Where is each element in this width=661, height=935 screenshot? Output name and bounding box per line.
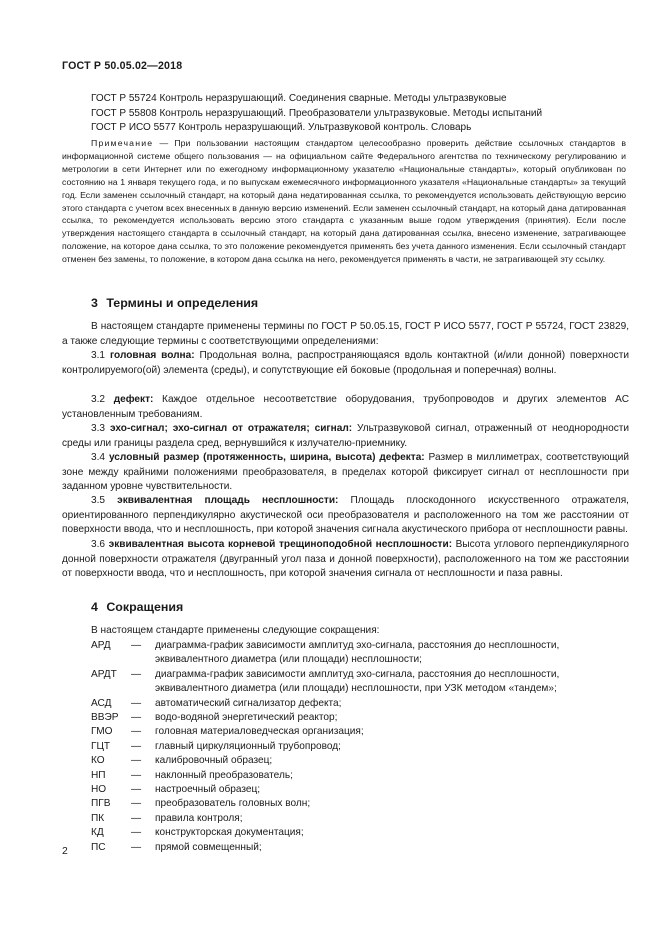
section-3-intro: В настоящем стандарте применены термины по ГОСТ Р 50.05.15, ГОСТ Р ИСО 5577, ГОСТ Р 55724, ГОСТ 23829, а также следующие термины с соответствующими определениями:	[62, 321, 629, 347]
term-name: эквивалентная высота корневой трещиноподобной несплошности:	[108, 539, 453, 550]
abbreviation: ПК	[91, 812, 105, 824]
abbreviation-row	[91, 754, 631, 768]
term-number: 3.2	[91, 394, 106, 405]
abbreviation-meaning: автоматический сигнализатор дефекта;	[155, 697, 342, 709]
term-name: эквивалентная площадь несплошности:	[117, 495, 339, 506]
abbreviation-meaning: конструкторская документация;	[155, 827, 304, 839]
term-name: условный размер (протяженность, ширина, высота) дефекта:	[108, 452, 425, 463]
term-3-2	[62, 393, 629, 422]
abbreviation-meaning: головная материаловедческая организация;	[155, 726, 364, 738]
abbreviation-meaning: правила контроля;	[155, 812, 243, 824]
abbreviation: НО	[91, 784, 107, 796]
term-name: эхо-сигнал; эхо-сигнал от отражателя; сигнал:	[109, 423, 353, 434]
term-3-3	[62, 422, 629, 451]
abbreviation-meaning: диаграмма-график зависимости амплитуд эхо-сигнала, расстояния до несплошности, эквивалентного диаметра (или площади) несплошности, при УЗК методом «тандем»;	[155, 668, 560, 695]
abbreviation-row	[91, 740, 631, 754]
abbreviation-meaning: диаграмма-график зависимости амплитуд эхо-сигнала, расстояния до несплошности, эквивалентного диаметра (или площади) несплошности;	[155, 640, 560, 666]
dash: —	[131, 827, 142, 839]
abbreviation-row	[91, 812, 631, 826]
abbreviation-meaning: прямой совмещенный;	[155, 841, 262, 853]
dash: —	[131, 697, 142, 709]
term-definition: Продольная волна, распространяющаяся вдоль контактной (и/или донной) поверхности контролируемого(ой) элемента (среды), и сопутствующие ей боковые (продольная и поперечная) волны.	[62, 350, 629, 376]
note-text: — При пользовании настоящим стандартом целесообразно проверить действие ссылочных стандартов в информационной системе общего пользования — на официальном сайте Федерального агентства по техническому регулированию и метрологии в сети Интернет или по ежегодному информационному указателю «Национальные стандарты», который опубликован по состоянию на 1 января текущего года, и по выпускам ежемесячного информационного указателя «Национальные стандарты» за текущий год. Если заменен ссылочный стандарт, на который дана недатированная ссылка, то рекомендуется использовать действующую версию этого стандарта с учетом всех внесенных в данную версию изменений. Если заменен ссылочный стандарт, на который дана датированная ссылка, то рекомендуется использовать версию этого стандарта с указанным выше годом утверждения (принятия). Если после утверждения настоящего стандарта в ссылочный стандарт, на который дана датированная ссылка, внесено изменение, затрагивающее положение, на которое дана ссылка, то это положение рекомендуется применять без учета данного изменения. Если ссылочный стандарт отменен без замены, то положение, в котором дана ссылка на него, рекомендуется применять в части, не затрагивающей эту ссылку.	[62, 138, 626, 265]
abbreviation: ПС	[91, 841, 106, 853]
dash: —	[131, 769, 142, 781]
abbreviations-list	[91, 639, 631, 855]
normative-references-list	[91, 92, 631, 136]
abbreviation: АСД	[91, 697, 112, 709]
term-number: 3.6	[91, 539, 106, 550]
term-number: 3.3	[91, 423, 106, 434]
dash: —	[131, 640, 142, 651]
dash: —	[131, 798, 142, 810]
term-definition: Площадь плоскодонного искусственного отражателя, ориентированного перпендикулярно акустической оси преобразователя и расположенного на том же расстоянии от поверхности ввода, что и несплошность, при которой значения сигнала акустического прибора от несплошности равны.	[62, 495, 629, 535]
section-4-heading	[91, 600, 183, 614]
section-number: 3	[91, 296, 98, 310]
term-number: 3.1	[91, 350, 106, 361]
abbreviation-meaning: калибровочный образец;	[155, 755, 273, 767]
section-title: Сокращения	[106, 600, 184, 614]
term-number: 3.5	[91, 495, 106, 506]
abbreviation: АРДТ	[91, 668, 117, 680]
dash: —	[131, 812, 142, 824]
abbreviation: НП	[91, 769, 106, 781]
dash: —	[131, 740, 142, 752]
term-name: дефект:	[113, 394, 154, 405]
abbreviation: ГЦТ	[91, 740, 111, 752]
term-definition: Высота углового перпендикулярного донной поверхности отражателя (двугранный угол паза и донной поверхности), расположенного на том же расстоянии от поверхности ввода, что и несплошность, при которой значения сигнала от несплошности и паза равны.	[62, 539, 629, 579]
abbreviation: ГМО	[91, 726, 113, 738]
section-number: 4	[91, 600, 98, 614]
reference-item: ГОСТ Р 55724 Контроль неразрушающий. Соединения сварные. Методы ультразвуковые	[91, 93, 507, 104]
page-number: 2	[62, 846, 68, 857]
abbreviation-meaning: преобразователь головных волн;	[155, 798, 311, 810]
term-3-4	[62, 451, 629, 495]
abbreviation-row	[91, 725, 631, 739]
dash: —	[131, 755, 142, 767]
abbreviation: ВВЭР	[91, 712, 119, 724]
abbreviation: АРД	[91, 640, 111, 651]
abbreviation-row	[91, 769, 631, 783]
abbreviation-row	[91, 841, 631, 855]
document-header: ГОСТ Р 50.05.02—2018	[62, 60, 183, 72]
term-definition: Размер в миллиметрах, соответствующий зоне между крайними положениями преобразователя, в пределах которой фиксирует сигнал от несплошности при заданном уровне чувствительности.	[62, 452, 629, 492]
abbreviation-meaning: наклонный преобразователь;	[155, 769, 293, 781]
section-4-intro: В настоящем стандарте применены следующие сокращения:	[91, 625, 380, 636]
abbreviation-row	[91, 826, 631, 840]
reference-item: ГОСТ Р ИСО 5577 Контроль неразрушающий. Ультразвуковой контроль. Словарь	[91, 122, 472, 134]
reference-item: ГОСТ Р 55808 Контроль неразрушающий. Преобразователи ультразвуковые. Методы испытаний	[91, 107, 543, 119]
abbreviation: КО	[91, 755, 105, 767]
abbreviation-row	[91, 697, 631, 711]
abbreviation: КД	[91, 827, 104, 839]
term-name: головная волна:	[109, 350, 195, 361]
abbreviation: ПГВ	[91, 798, 111, 810]
term-definition: Ультразвуковой сигнал, отраженный от неоднородности среды или границы раздела сред, вернувшийся к излучателю-приемнику.	[62, 423, 630, 449]
abbreviation-row	[91, 783, 631, 797]
dash: —	[131, 784, 142, 796]
term-definition: Каждое отдельное несоответствие оборудования, трубопроводов и других элементов АС установленным требованиям.	[62, 394, 629, 420]
section-3-heading	[91, 296, 258, 310]
abbreviation-meaning: настроечный образец;	[155, 784, 261, 796]
term-3-5	[62, 494, 629, 538]
abbreviation-row	[91, 797, 631, 811]
dash: —	[131, 712, 142, 724]
abbreviation-row	[91, 668, 631, 697]
note-paragraph	[62, 137, 626, 266]
dash: —	[131, 841, 142, 853]
abbreviation-row	[91, 639, 631, 668]
dash: —	[131, 726, 142, 738]
term-3-1	[62, 349, 629, 378]
term-number: 3.4	[91, 452, 106, 463]
abbreviation-meaning: водо-водяной энергетический реактор;	[155, 712, 338, 724]
abbreviation-row	[91, 711, 631, 725]
dash: —	[131, 668, 142, 680]
note-label: Примечание	[91, 138, 154, 148]
section-title: Термины и определения	[106, 296, 259, 310]
abbreviation-meaning: главный циркуляционный трубопровод;	[155, 740, 341, 752]
term-3-6	[62, 538, 629, 582]
